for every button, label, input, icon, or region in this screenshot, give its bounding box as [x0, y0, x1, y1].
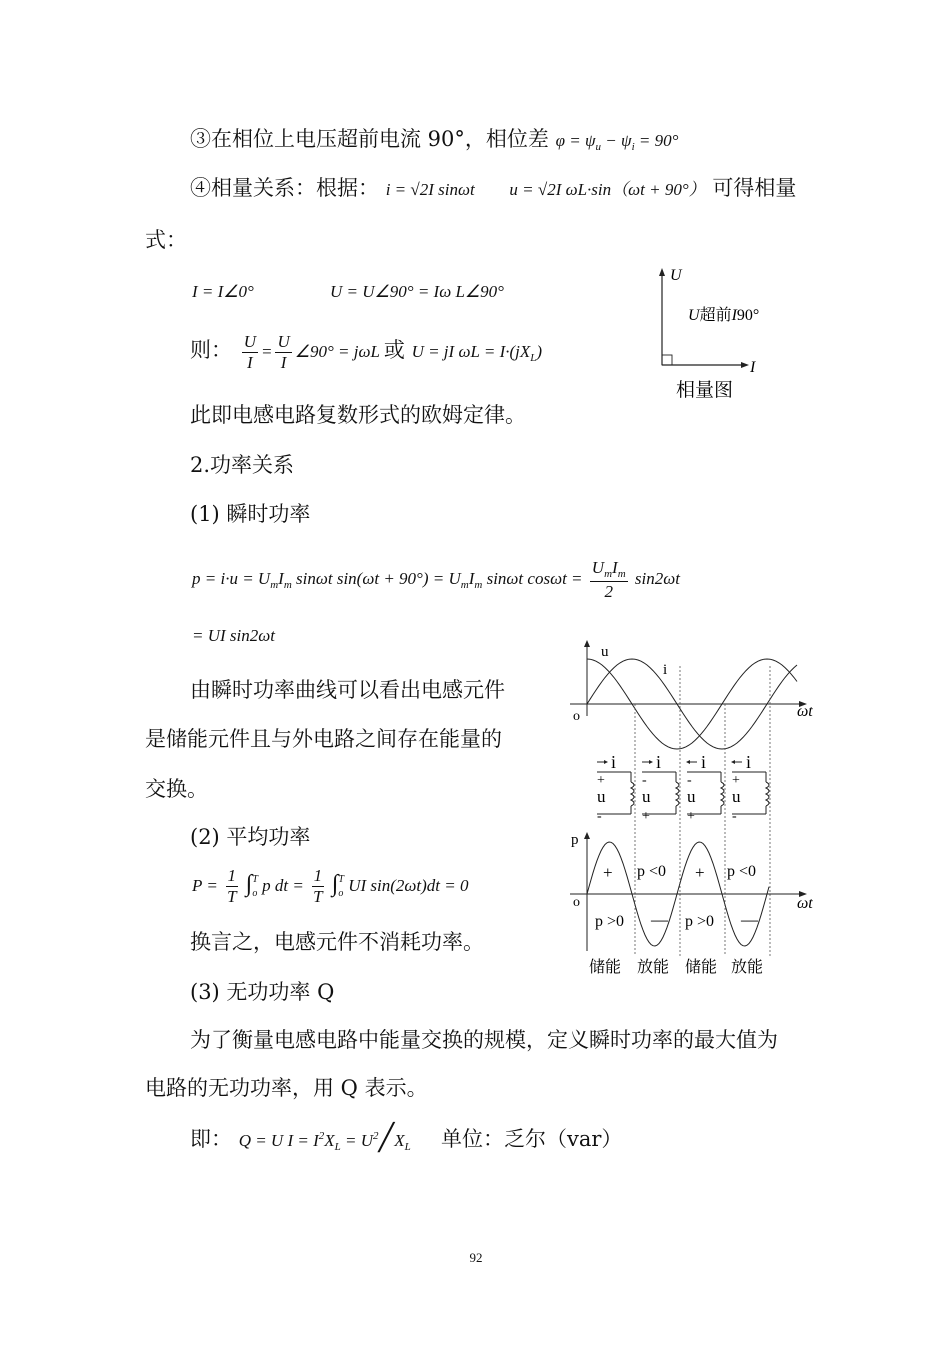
coil-top-sign: -	[687, 773, 692, 788]
q-formula: Q = U $I = I^2X_L$ = $U^2╱X_L$	[238, 1123, 411, 1153]
section-avg-power: (2) 平均功率	[190, 825, 311, 849]
ui-origin-label: o	[573, 709, 580, 724]
phasor-caption: 相量图	[676, 380, 734, 401]
voltage-eq: u = √2I ωL·sin（ωt + 90°）	[509, 180, 706, 199]
phasor-relation-tail: 可得相量	[712, 176, 797, 200]
right-angle-mark	[662, 355, 672, 365]
coil-arrow-head	[604, 760, 608, 764]
instant-power-eq-2: = UI sin2ωt	[192, 626, 275, 645]
para-phase	[190, 127, 678, 154]
minus-2: —	[741, 910, 758, 929]
impedance-formula-2: U = jI $\omega L = I\cdot(jX_L)$	[411, 341, 543, 364]
coil-bottom-sign: +	[687, 809, 695, 824]
inst-text-2: 是储能元件且与外电路之间存在能量的	[145, 727, 502, 751]
para-phasor-cont: 式：	[145, 228, 187, 252]
p-gt0-1: p >0	[595, 913, 625, 930]
plus-2: +	[695, 863, 705, 882]
plus-1: +	[603, 863, 613, 882]
u-arrow	[659, 268, 665, 276]
release-2: 放能	[731, 959, 764, 976]
coil-i-label: i	[611, 752, 617, 772]
coil-top-sign: +	[597, 773, 605, 788]
minus-1: —	[651, 910, 668, 929]
section-instant-power: (1) 瞬时功率	[190, 502, 311, 526]
phasor-relation-text: ④相量关系：根据：	[190, 176, 379, 200]
coil-i-label: i	[746, 752, 752, 772]
current-eq: i = √2I sinωt	[385, 180, 475, 199]
phasor-i-eq: I = I∠0°	[192, 282, 254, 301]
coil-bottom-sign: -	[597, 809, 602, 824]
release-1: 放能	[637, 959, 670, 976]
inductor-coil	[631, 782, 634, 806]
p-origin-label: o	[573, 895, 580, 910]
i-curve-label: i	[663, 662, 668, 678]
store-1: 储能	[589, 959, 622, 976]
para-phasor-relation	[190, 176, 796, 201]
instant-power-eq: $p = i\cdot u = U_mI_m$ sinωt $\sin(\omega t + 90^\circ) = U_mI_m$ sinωt cosωt = $\frac{U_mI_m}{2}$ sin2ωt	[192, 558, 680, 602]
p-y-arrow	[584, 832, 590, 839]
p-lt0-1: p <0	[637, 863, 667, 880]
inductor-coil	[766, 782, 769, 806]
phase-text: ③在相位上电压超前电流 90°，相位差	[190, 127, 549, 151]
q-unit: 单位：乏尔（var）	[440, 1127, 623, 1151]
inst-text-1: 由瞬时功率曲线可以看出电感元件	[190, 678, 505, 702]
p-gt0-2: p >0	[685, 913, 715, 930]
section-reactive-power: (3) 无功功率 Q	[190, 980, 335, 1004]
coil-top-sign: +	[732, 773, 740, 788]
i-arrow	[741, 362, 749, 368]
reactive-text-2: 电路的无功功率，用 Q 表示。	[145, 1076, 428, 1100]
waveform-diagram	[565, 636, 825, 981]
p-axis-label: p	[571, 832, 579, 848]
coil-u-label: u	[642, 787, 651, 806]
coil-bottom-sign: +	[642, 809, 650, 824]
reactive-eq-line	[190, 1122, 622, 1154]
ze-label: 则：	[190, 337, 232, 362]
page-number: 92	[469, 1250, 483, 1265]
inst-text-3: 交换。	[145, 777, 208, 801]
coil-top-sign: -	[642, 773, 647, 788]
coil-u-label: u	[732, 787, 741, 806]
lead-label: U超前I90°	[688, 307, 760, 324]
or-text: 或	[383, 337, 405, 362]
store-2: 储能	[685, 959, 718, 976]
p-wt-label: ωt	[797, 895, 813, 912]
avg-power-conclusion: 换言之，电感元件不消耗功率。	[190, 930, 484, 954]
avg-power-eq: P = $\frac{1}{T}$ ∫ T o p dt = $\frac{1}{T}$ ∫ T o UI sin(2ωt)dt = 0	[192, 866, 469, 907]
phasor-diagram	[650, 262, 790, 404]
inductor-coil	[676, 782, 679, 806]
reactive-text-1: 为了衡量电感电路中能量交换的规模，定义瞬时功率的最大值为	[190, 1028, 778, 1052]
coil-arrow-head	[649, 760, 653, 764]
i-phasor-label: I	[750, 359, 756, 376]
p-lt0-2: p <0	[727, 863, 757, 880]
coil-i-label: i	[701, 752, 707, 772]
coil-arrow-head	[686, 760, 690, 764]
coil-u-label: u	[687, 787, 696, 806]
ohm-law-text: 此即电感电路复数形式的欧姆定律。	[190, 403, 526, 427]
u-curve-label: u	[601, 644, 609, 660]
u-phasor-label: U	[670, 267, 682, 284]
phase-formula: $\varphi = \psi_u - \psi_i = 90^\circ$	[555, 131, 679, 153]
impedance-formula: $\frac{U}{I}$ = $\frac{U}{I}$ ∠90° = jωL	[243, 332, 380, 373]
coil-u-label: u	[597, 787, 606, 806]
coil-bottom-sign: -	[732, 809, 737, 824]
inductor-coil	[721, 782, 724, 806]
ui-y-arrow	[584, 640, 590, 647]
impedance-line	[190, 332, 542, 374]
ui-wt-label: ωt	[797, 703, 813, 720]
coil-arrow-head	[731, 760, 735, 764]
q-label: 即：	[190, 1127, 232, 1151]
coil-i-label: i	[656, 752, 662, 772]
phasor-u-eq: U = U∠90° = Iω L∠90°	[330, 282, 504, 301]
coil-row	[597, 752, 769, 824]
section-power: 2.功率关系	[190, 453, 295, 477]
